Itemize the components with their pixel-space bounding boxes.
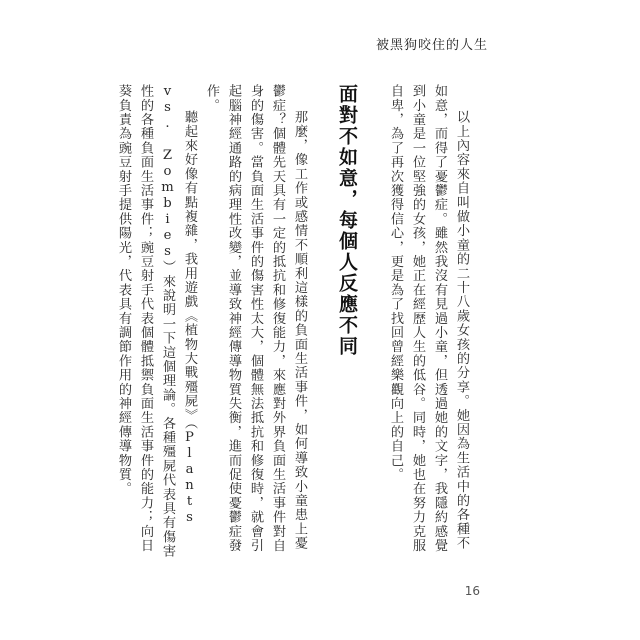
paragraph-2: 那麼，像工作或感情不順利這樣的負面生活事件，如何導致小童患上憂鬱症？個體先天具有一定的抵抗和修復能力，來應對外界負面生活事件對自身的傷害。當負面生活事件的傷害性太大，個體無法抵抗和修復時，就會引起腦神經通路的病理性改變，並導致神經傳導物質失衡，進而促使憂鬱症發作。 xyxy=(204,84,307,553)
running-header: 被黑狗咬住的人生 xyxy=(375,38,488,53)
paragraph-3: 聽起來好像有點複雜，我用遊戲《植物大戰殭屍》（Plants vs. Zombies）來說明一下這個理論。各種殭屍代表具有傷害性的各種負面生活事件；豌豆射手代表個體抵禦負面生活事件的能力；向日葵負責為豌豆射手提供陽光，代表具有調節作用的神經傳導物質。 xyxy=(116,84,197,559)
vertical-text-block xyxy=(112,84,472,564)
paragraph-1: 以上內容來自叫做小童的二十八歲女孩的分享。她因為生活中的各種不如意，而得了憂鬱症。雖然我沒有見過小童，但透過她的文字，我隱約感覺到小童是一位堅強的女孩，她正在經歷人生的低谷。同時，她也在努力克服自卑，為了再次獲得信心，更是為了找回曾經樂觀向上的自己。 xyxy=(388,84,469,553)
page-number: 16 xyxy=(464,584,480,598)
section-heading: 面對不如意，每個人反應不同 xyxy=(336,84,358,357)
